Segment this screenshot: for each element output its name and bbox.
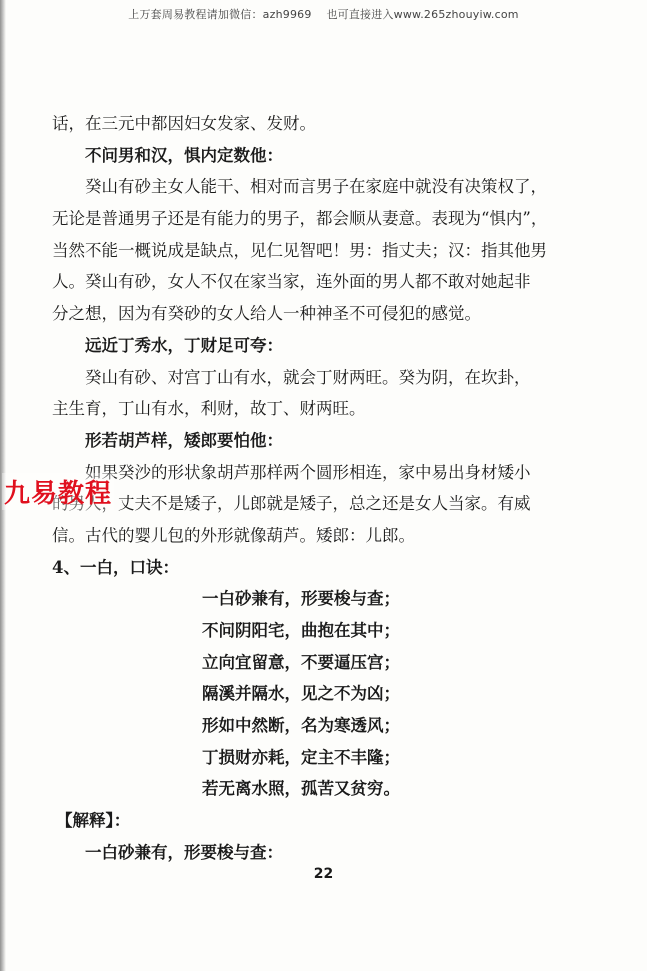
verse-heading: 一白砂兼有，形要梭与查： <box>85 842 283 862</box>
paragraph-start: 如果癸沙的形状象胡芦那样两个圆形相连，家中易出身材矮小 <box>85 462 531 482</box>
verse-heading: 远近丁秀水，丁财足可夸： <box>85 335 283 355</box>
paragraph-start: 癸山有砂主女人能干、相对而言男子在家庭中就没有决策权了， <box>85 177 547 197</box>
section-heading: 4、一白，口诀： <box>52 557 179 577</box>
text-line: 当然不能一概说成是缺点，见仁见智吧！男：指丈夫；汉：指其他男 <box>52 240 547 260</box>
text-line: 分之想，因为有癸砂的女人给人一种神圣不可侵犯的感觉。 <box>52 304 481 324</box>
text-line: 无论是普通男子还是有能力的男子，都会顺从妻意。表现为“惧内”， <box>52 209 548 229</box>
text-line: 信。古代的婴儿包的外形就像葫芦。矮郎：儿郎。 <box>52 525 415 545</box>
poem-line: 若无离水照，孤苦又贫穷。 <box>202 779 400 799</box>
text-line: 的男人，丈夫不是矮子，儿郎就是矮子，总之还是女人当家。有威 <box>52 494 531 514</box>
verse-heading: 形若胡芦样，矮郎要怕他： <box>85 430 283 450</box>
watermark-logo: 九易教程 <box>2 473 114 510</box>
poem-line: 隔溪并隔水，见之不为凶； <box>202 684 400 704</box>
verse-heading: 不问男和汉，惧内定数他： <box>85 145 283 165</box>
poem-line: 形如中然断，名为寒透风； <box>202 716 400 736</box>
document-body <box>52 108 612 869</box>
page-header: 上万套周易教程请加微信：azh9969 也可直接进入www.265zhouyiw.com <box>128 8 519 21</box>
poem-line: 不问阴阳宅，曲抱在其中； <box>202 621 400 640</box>
poem-line: 立向宜留意，不要逼压宫； <box>202 652 400 672</box>
text-line: 人。癸山有砂，女人不仅在家当家，连外面的男人都不敢对她起非 <box>52 272 531 292</box>
page-number: 22 <box>313 866 334 882</box>
poem-line: 一白砂兼有，形要梭与查； <box>202 589 400 609</box>
explanation-label: 【解释】： <box>56 811 131 831</box>
paragraph-start: 癸山有砂、对宫丁山有水，就会丁财两旺。癸为阴，在坎卦， <box>85 367 531 387</box>
text-line: 话，在三元中都因妇女发家、发财。 <box>52 114 316 133</box>
text-line: 主生育，丁山有水，利财，故丁、财两旺。 <box>52 399 366 419</box>
poem-line: 丁损财亦耗，定主不丰隆； <box>202 747 400 767</box>
